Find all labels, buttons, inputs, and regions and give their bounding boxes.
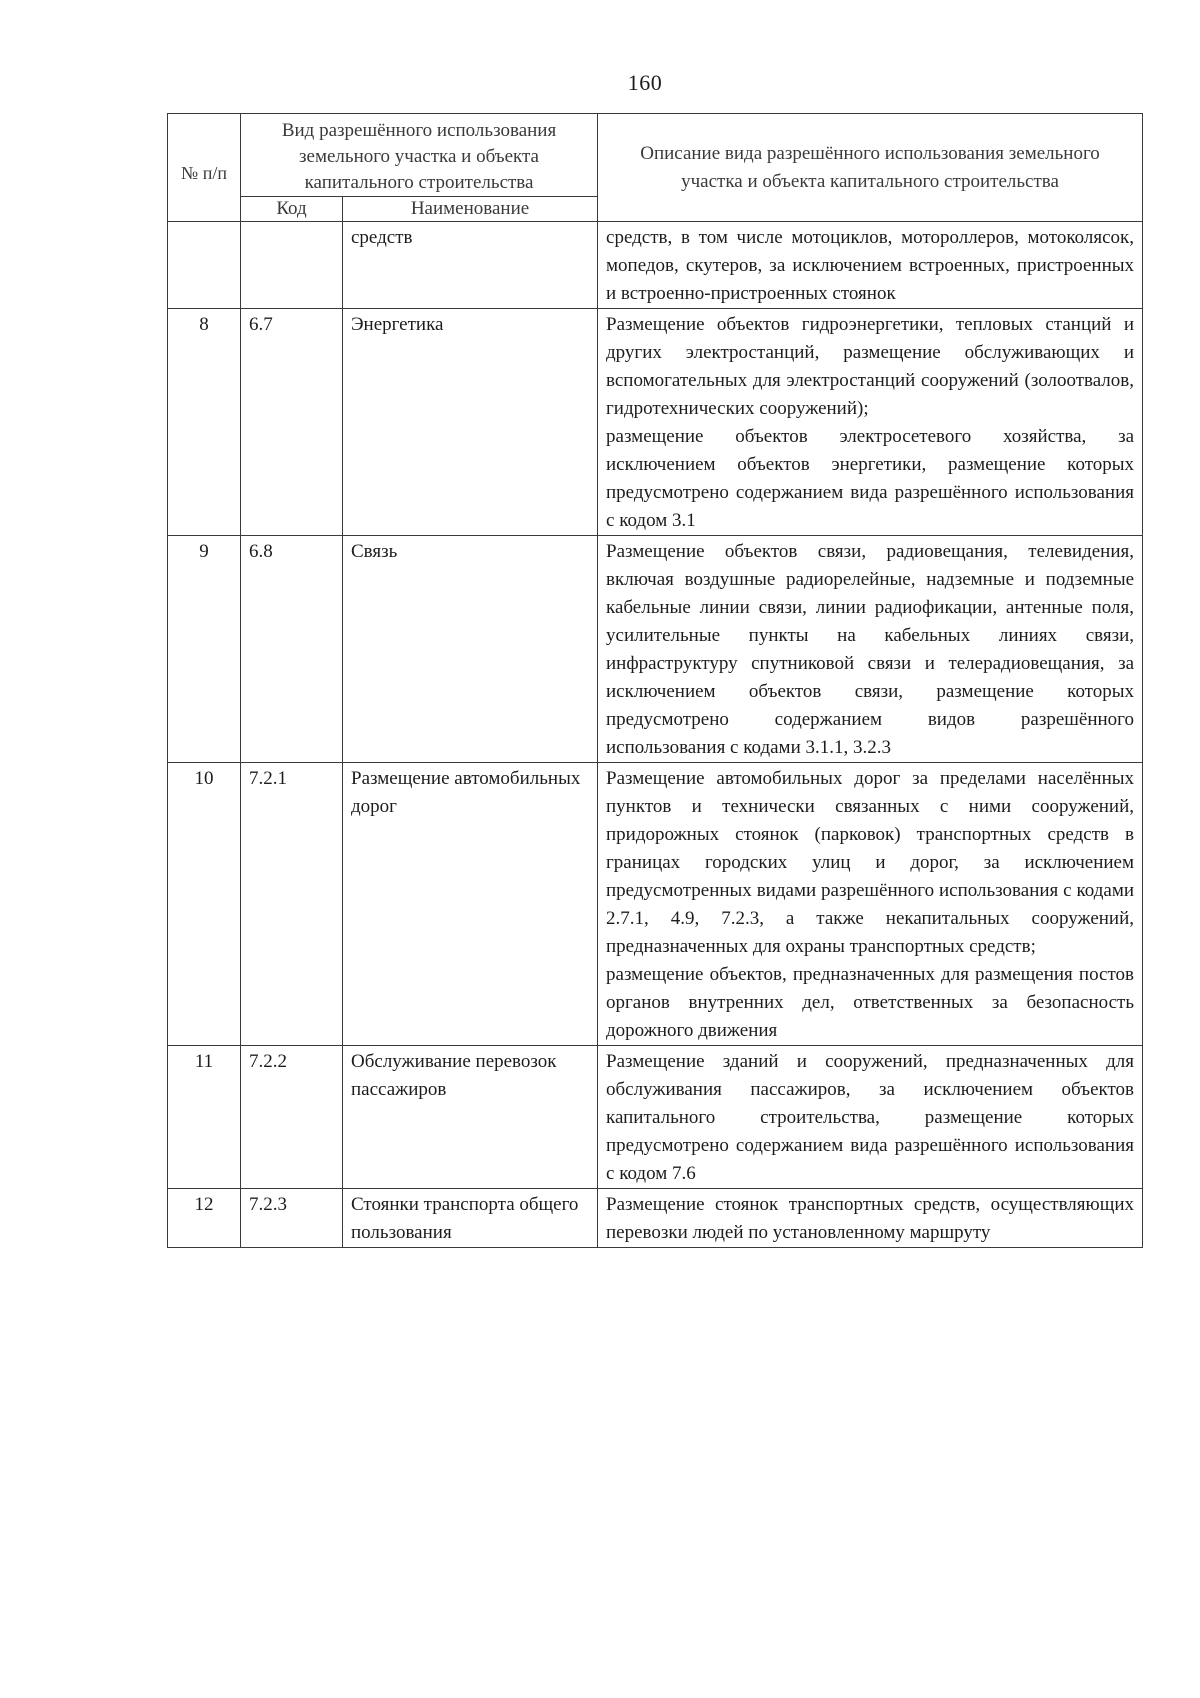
table-row [168,536,1143,763]
row-name-cell: Обслуживание перевозок пассажиров [343,1046,598,1189]
page-number: 160 [627,70,663,95]
row-description-cell [598,763,1143,1046]
name-column-header: Наименование [343,197,598,222]
land-use-table [167,113,1143,1248]
row-code-cell: 7.2.3 [241,1189,343,1248]
row-code-cell: 6.7 [241,309,343,536]
row-number-cell: 8 [168,309,241,536]
row-code-cell: 7.2.1 [241,763,343,1046]
description-paragraph: Размещение автомобильных дорог за пределами населённых пунктов и технически связанных с ними сооружений, придорожных стоянок (парковок) транспортных средств в границах городских улиц и дорог, за исключением предусмотренных видами разрешённого использования с кодами 2.7.1, 4.9, 7.2.3, а также некапитальных сооружений, предназначенных для охраны транспортных средств; [606,768,1135,957]
description-paragraph: Размещение зданий и сооружений, предназначенных для обслуживания пассажиров, за исключением объектов капитального строительства, размещение которых предусмотрено содержанием вида разрешённого использования с кодом 7.6 [606,1051,1135,1184]
description-paragraph: средств, в том числе мотоциклов, мотороллеров, мотоколясок, мопедов, скутеров, за исключением встроенных, пристроенных и встроенно-пристроенных стоянок [606,227,1135,304]
row-name-cell: Связь [343,536,598,763]
row-name-cell: Энергетика [343,309,598,536]
description-paragraph: Размещение стоянок транспортных средств, осуществляющих перевозки людей по установленному маршруту [606,1194,1135,1243]
row-code-cell: 7.2.2 [241,1046,343,1189]
description-paragraph: размещение объектов электросетевого хозяйства, за исключением объектов энергетики, размещение которых предусмотрено содержанием вида разрешённого использования с кодом 3.1 [606,426,1135,531]
row-number-cell [168,222,241,309]
table-body [168,222,1143,1248]
row-number-cell: 12 [168,1189,241,1248]
row-number-cell: 9 [168,536,241,763]
row-description-cell [598,536,1143,763]
description-column-header: Описание вида разрешённого использования земельного участка и объекта капитального строительства [598,114,1143,222]
table-row [168,222,1143,309]
row-description-cell [598,222,1143,309]
row-name-cell: Размещение автомобильных дорог [343,763,598,1046]
table-row [168,763,1143,1046]
number-column-header: № п/п [168,114,241,222]
land-use-table-container [167,113,1142,1248]
description-paragraph: Размещение объектов связи, радиовещания, телевидения, включая воздушные радиорелейные, надземные и подземные кабельные линии связи, линии радиофикации, антенные поля, усилительные пункты на кабельных линиях связи, инфраструктуру спутниковой связи и телерадиовещания, за исключением объектов связи, размещение которых предусмотрено содержанием видов разрешённого использования с кодами 3.1.1, 3.2.3 [606,541,1135,758]
row-name-cell: средств [343,222,598,309]
table-header [168,114,1143,222]
description-paragraph: Размещение объектов гидроэнергетики, тепловых станций и других электростанций, размещение обслуживающих и вспомогательных для электростанций сооружений (золоотвалов, гидротехнических сооружений); [606,314,1135,419]
row-number-cell: 11 [168,1046,241,1189]
row-code-cell [241,222,343,309]
code-column-header: Код [241,197,343,222]
row-number-cell: 10 [168,763,241,1046]
row-name-cell: Стоянки транспорта общего пользования [343,1189,598,1248]
row-description-cell [598,1189,1143,1248]
row-description-cell [598,1046,1143,1189]
table-row [168,1046,1143,1189]
land-use-type-group-header: Вид разрешённого использования земельного участка и объекта капитального строительства [241,114,598,197]
row-code-cell: 6.8 [241,536,343,763]
row-description-cell [598,309,1143,536]
table-row [168,309,1143,536]
table-row [168,1189,1143,1248]
description-paragraph: размещение объектов, предназначенных для размещения постов органов внутренних дел, ответственных за безопасность дорожного движения [606,964,1135,1041]
